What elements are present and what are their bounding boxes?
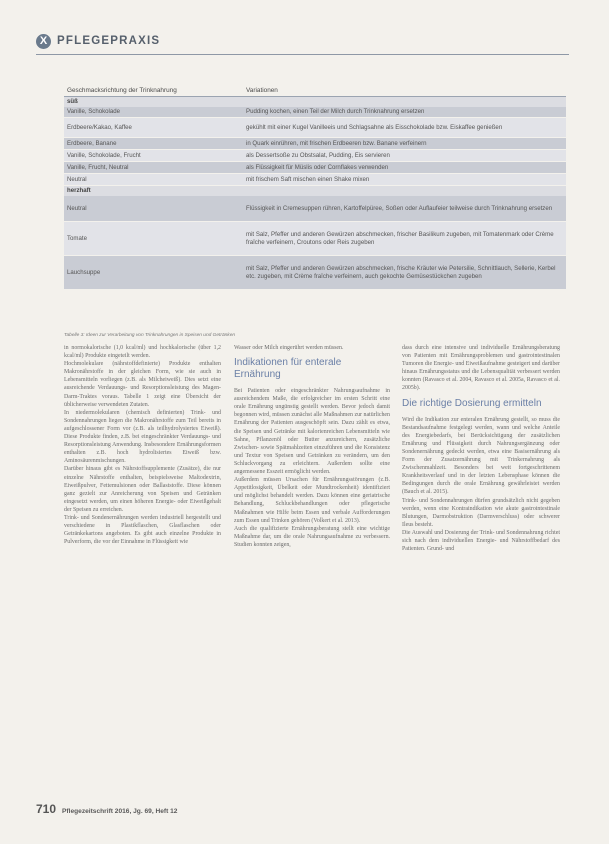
table-row — [64, 174, 566, 186]
table-section-sweet: süß — [64, 97, 566, 107]
table-caption: Tabelle 3: Ideen zur Verarbeitung von Trinknahrungen in Speisen und Getränken — [64, 333, 236, 338]
table-cell-variation: in Quark einrühren, mit frischen Erdbeeren bzw. Banane verfeinern — [246, 139, 427, 147]
table-row — [64, 162, 566, 174]
table-cell-flavor: Vanille, Schokolade, Frucht — [67, 151, 141, 159]
section-title: PFLEGEPRAXIS — [57, 35, 161, 47]
table-cell-variation: Flüssigkeit in Cremesuppen rühren, Kartoffelpüree, Soßen oder Auflaufeier teilweise durch Trinknahrung ersetzen — [246, 204, 553, 212]
table-cell-flavor: Neutral — [67, 175, 87, 183]
table-cell-flavor: Vanille, Frucht, Neutral — [67, 163, 129, 171]
heading-indications: Indikationen für enterale Ernährung — [234, 357, 342, 381]
journal-citation: Pflegezeitschrift 2016, Jg. 69, Heft 12 — [62, 808, 178, 815]
paragraph: In niedermolekularen (chemisch definierten) Trink- und Sondennahrungen liegen die Makronährstoffe zum Teil bereits in aufgeschlossener Form vor (z.B. als teilhydrolysiertes Eiweiß). Diese Produkte finden, z.B. bei eingeschränkter Verdauungs- und Resorptionsleistung Anwendung. Insbesondere Ernährungsformen enthalten z.B. hoch hydrolisiertes Eiweiß bzw. Aminosäurenmischungen. — [64, 409, 221, 465]
heading-dosage: Die richtige Dosierung ermitteln — [402, 397, 542, 409]
table-row — [64, 150, 566, 162]
text-column-right — [402, 344, 560, 553]
table-row — [64, 107, 566, 118]
table-cell-variation: als Flüssigkeit für Müslis oder Cornflakes verwenden — [246, 163, 389, 171]
paragraph: in normokalorische (1,0 kcal/ml) und hochkalorische (über 1,2 kcal/ml) Produkte eingeteilt werden. — [64, 345, 221, 360]
paragraph: Auch die qualifizierte Ernährungsberatung stellt eine wichtige Maßnahme dar, um die orale Nahrungsaufnahme zu verbessern. Studien konnten zeigen, — [234, 525, 390, 548]
page-number: 710 — [36, 802, 57, 816]
table-row — [64, 256, 566, 290]
text-column-middle — [234, 344, 390, 549]
table-cell-variation: gekühlt mit einer Kugel Vanilleeis und Schlagsahne als Eisschokolade bzw. Eiskaffee genießen — [246, 123, 503, 131]
table-row — [64, 138, 566, 150]
paragraph: Trink- und Sondenernährungen werden industriell hergestellt und verschiedene in Plastikflaschen, Glasflaschen oder Getränkekartons angeboten. Es gibt auch einzelne Produkte in Pulverform, die vor der Einnahme in Flüssigkeit wie — [64, 514, 221, 546]
table-cell-flavor: Tomate — [67, 234, 87, 242]
table-row — [64, 118, 566, 138]
table-cell-flavor: Lauchsuppe — [67, 268, 101, 276]
table-row — [64, 196, 566, 222]
paragraph: Wird die Indikation zur enteralen Ernährung gestellt, so muss die Bestandsaufnahme festgelegt werden, wann und welche Anteile des Energiebedarfs, bei Berücksichtigung der zusätzlichen Ernährung und Flüssigkeit durch Nahrungsergänzung oder Sondenernährung gedeckt werden, etwa eine Basisernährung als Form der Zusatzernährung mit Trinkernahrung als Zwischenmahlzeit. Besonders bei weit fortgeschrittenem Krankheitsverlauf und in der letzten Lebensphase können die Bedingungen durch die orale Ernährung gewährleistet werden (Bauch et al. 2015). — [402, 416, 560, 496]
header-divider — [36, 54, 569, 55]
paragraph: Wasser oder Milch eingerührt werden müssen. — [234, 345, 344, 351]
table-cell-variation: mit frischem Saft mischen einen Shake mixen — [246, 175, 370, 183]
table-cell-flavor: Neutral — [67, 204, 87, 212]
recipe-table — [64, 85, 566, 290]
table-cell-flavor: Erdbeere, Banane — [67, 139, 117, 147]
table-cell-flavor: Erdbeere/Kakao, Kaffee — [67, 123, 132, 131]
table-row — [64, 222, 566, 256]
table-cell-variation: mit Salz, Pfeffer und anderen Gewürzen abschmecken, frischer Basilikum zugeben, mit Tomatenmark oder Crème fraîche verfeinern, Croutons oder Reis zugeben — [246, 231, 554, 246]
table-section-savory: herzhaft — [64, 186, 566, 196]
paragraph: Außerdem müssen Ursachen für Ernährungsstörungen (z.B. Appetitlosigkeit, Übelkeit oder Mundtrockenheit) identifiziert und möglichst behandelt werden. Dazu können eine geriatrische Behandlung, Schluckbehandlungen oder pflegerische Maßnahmen wie Hilfe beim Essen und verbale Aufforderungen zum Essen und Trinken gehören (Volkert et al. 2013). — [234, 477, 390, 524]
paragraph: Die Auswahl und Dosierung der Trink- und Sondennahrung richtet sich nach dem individuellen Energie- und Nährstoffbedarf des Patienten. Grund- und — [402, 529, 560, 553]
table-header-variation: Variationen — [246, 86, 278, 94]
table-header-flavor: Geschmacksrichtung der Trinknahrung — [67, 86, 177, 94]
text-column-left — [64, 344, 221, 546]
paragraph: dass durch eine intensive und individuelle Ernährungsberatung von Patienten mit Ernährungsproblemen und gastrointestinalen Tumoren die Energie- und Eiweißaufnahme gesteigert und darüber hinaus Ernährungsstatus und die Lebensqualität verbessert werden konnten (Ravasco et al. 2004, Ravasco et al. 2005a, Ravasco et al. 2005b). — [402, 345, 560, 392]
table-cell-variation: mit Salz, Pfeffer und anderen Gewürzen abschmecken, frische Kräuter wie Petersilie, Schnittlauch, Sellerie, Kerbel etc. zugeben, mit Crème fraîche verfeinern, auch gekochte Gemüsestückchen zugeben — [246, 265, 556, 280]
paragraph: Bei Patienten oder eingeschränkter Nahrungsaufnahme in ausreichendem Maße, die erfolgreicher im ersten Schritt eine orale Ernährung ungünstig gestellt werden. Bevor jedoch damit begonnen wird, müssen zunächst alle Maßnahmen zur natürlichen Ernährung der Patienten ausgeschöpft sein. Dazu zählt es etwa, die Speisen und Getränke mit kalorienreichen Lebensmitteln wie Sahne, Pflanzenöl oder Butter anzureichern, zusätzliche Zwischen- sowie Spätmahlzeiten einzuführen und die Konsistenz und Textur von Speisen und Getränken zu verändern, um den Schluckvorgang zu erleichtern. Außerdem sollte eine angemessene Esszeit ermöglicht werden. — [234, 388, 390, 476]
paragraph: Darüber hinaus gibt es Nährstoffsupplemente (Zusätze), die nur einzelne Nährstoffe enthalten, beispielsweise Maltodextrin, Eiweißpulver, Fettemulsionen oder Ballaststoffe. Diese können ganz gezielt zur Anreicherung von Speisen und Getränken eingesetzt werden, um einen höheren Energie- oder Eiweißgehalt der Speisen zu erreichen. — [64, 466, 221, 513]
table-cell-variation: als Dessertsoße zu Obstsalat, Pudding, Eis servieren — [246, 151, 390, 159]
page-footer — [36, 802, 177, 816]
section-x-icon: X — [36, 34, 51, 49]
paragraph: Trink- und Sondennahrungen dürfen grundsätzlich nicht gegeben werden, wenn eine Kontraindikation wie akute gastrointestinale Blutungen, Darmobstruktion (Darmverschluss) oder schwerer Ileus besteht. — [402, 497, 560, 528]
table-header-row — [64, 85, 566, 97]
table-cell-variation: Pudding kochen, einen Teil der Milch durch Trinknahrung ersetzen — [246, 108, 425, 116]
paragraph: Hochmolekulare (nährstoffdefinierte) Produkte enthalten Makronährstoffe in der gleichen Form, wie sie auch in Lebensmitteln vorliegen (z.B. als Milcheiweiß). Dies setzt eine ausreichende Verdauungs- und Resorptionsleistung des Magen-Darm-Traktes voraus. Tabelle 1 zeigt eine Übersicht der üblicherweise verwendeten Zutaten. — [64, 361, 221, 408]
section-header — [36, 30, 160, 52]
table-cell-flavor: Vanille, Schokolade — [67, 108, 121, 116]
